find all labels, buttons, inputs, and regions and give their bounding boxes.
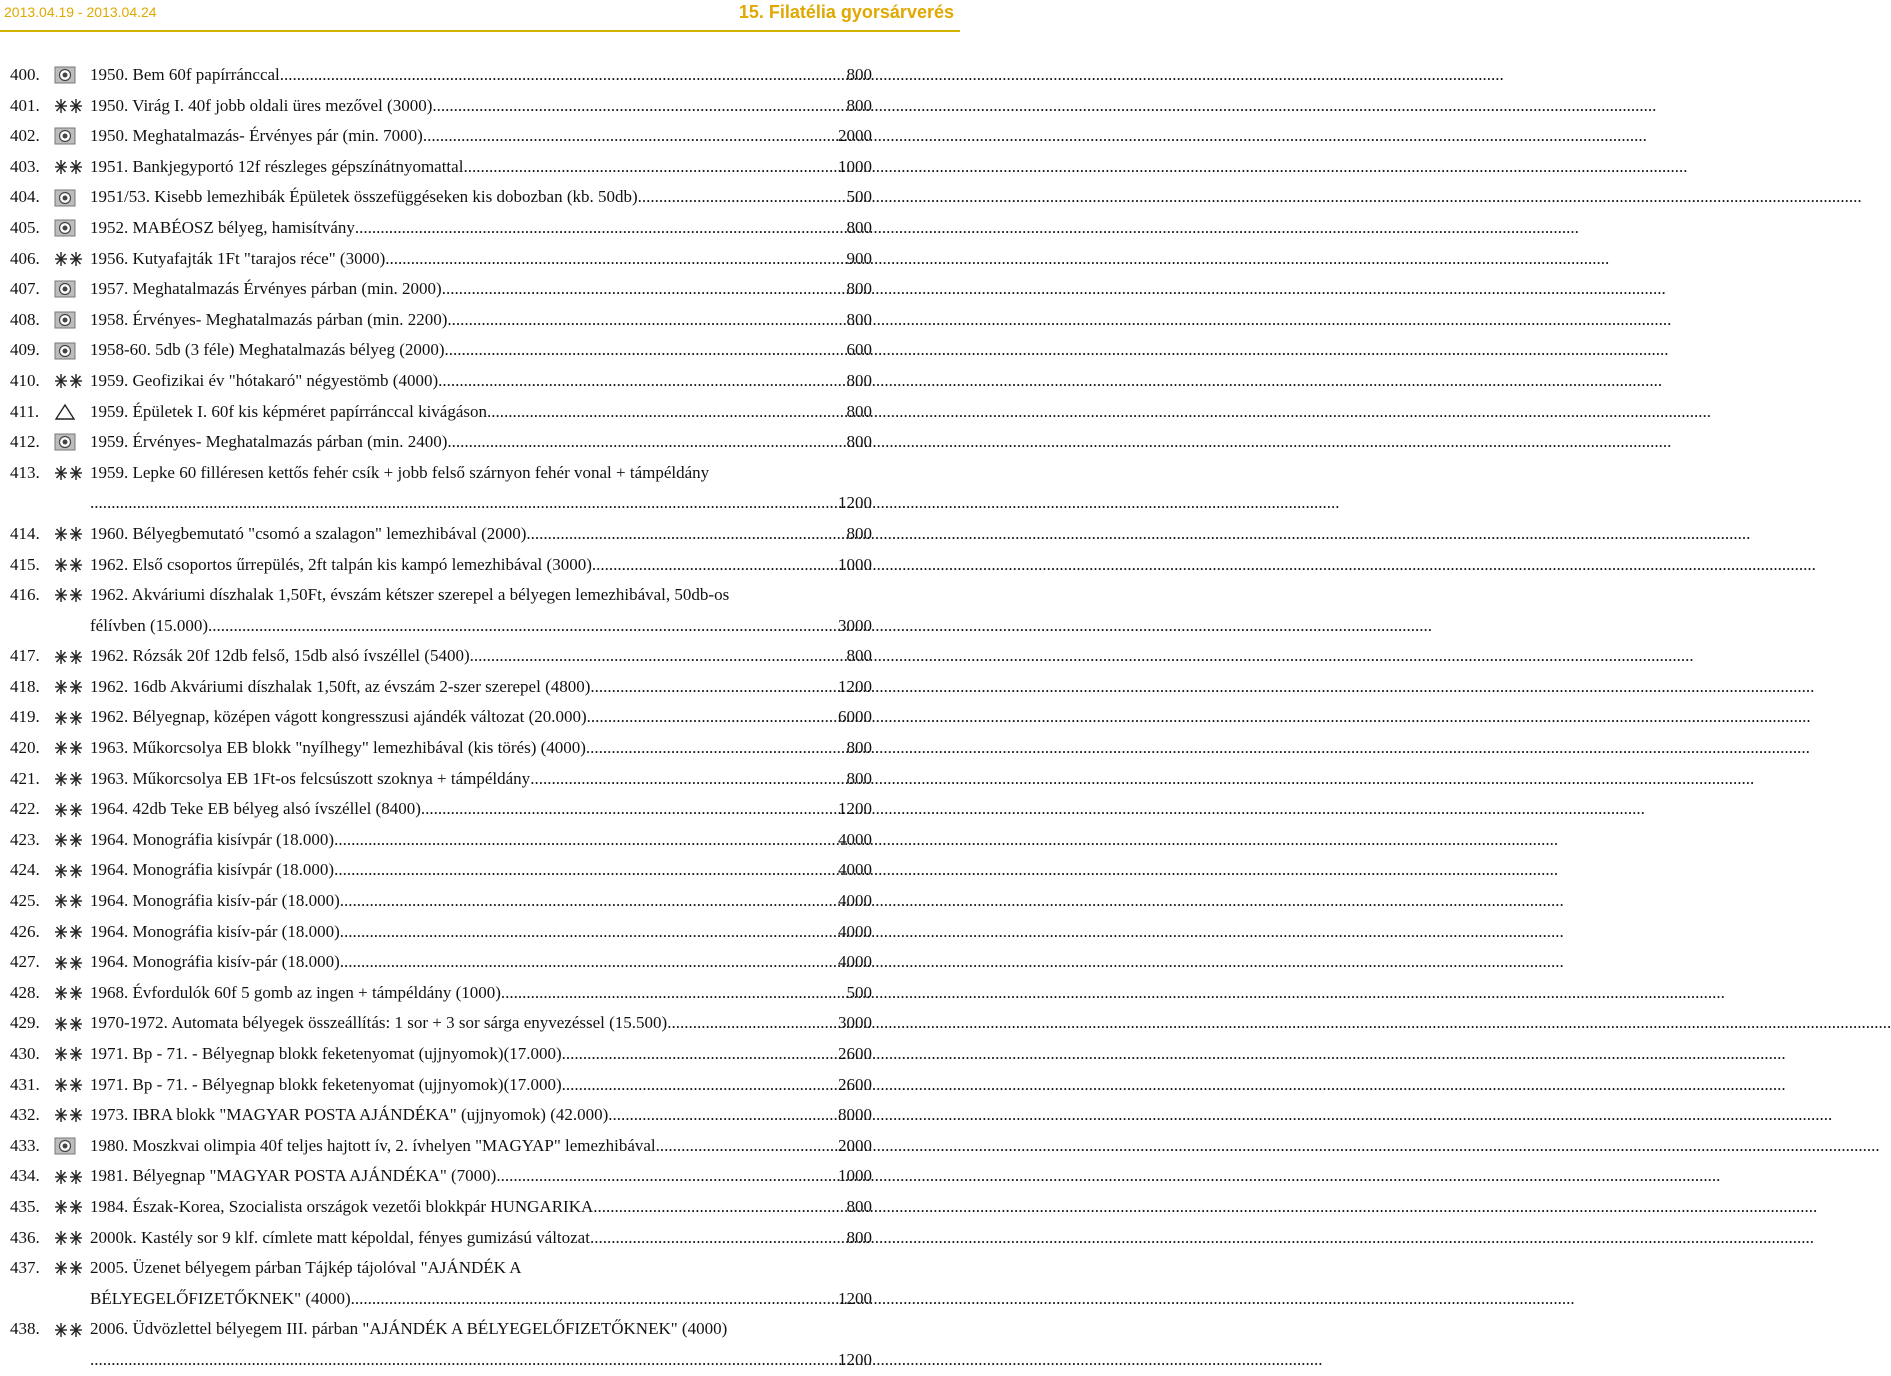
lot-number: 426. bbox=[10, 921, 40, 941]
lot-description: 1964. Monográfia kisív-pár (18.000) bbox=[90, 891, 340, 911]
lot-description: 1964. Monográfia kisívpár (18.000) bbox=[90, 829, 335, 849]
lot-description: 1962. Bélyegnap, középen vágott kongresszusi ajándék változat (20.000) bbox=[90, 707, 587, 727]
leader-dots bbox=[463, 152, 838, 183]
lot-number: 435. bbox=[10, 1196, 40, 1216]
lot-item bbox=[10, 1161, 872, 1192]
canceled-stamp-icon bbox=[48, 311, 90, 329]
canceled-stamp-icon bbox=[48, 127, 90, 145]
lot-number: 412. bbox=[10, 432, 40, 452]
lot-description-continued: .. bbox=[90, 1349, 99, 1369]
leader-dots bbox=[496, 1161, 838, 1192]
mint-stamp-icon bbox=[48, 709, 90, 727]
lot-description: 1971. Bp - 71. - Bélyegnap blokk feketenyomat (ujjnyomok)(17.000) bbox=[90, 1074, 562, 1094]
lot-item bbox=[10, 1131, 872, 1162]
mint-stamp-icon bbox=[48, 1076, 90, 1094]
lot-price: 4000 bbox=[838, 952, 872, 972]
lot-description: 1950. Bem 60f papírránccal bbox=[90, 65, 280, 84]
leader-dots bbox=[501, 978, 847, 1009]
lot-description: 1950. Virág I. 40f jobb oldali üres mezővel (3000) bbox=[90, 95, 433, 115]
leader-dots bbox=[340, 947, 838, 978]
lot-price: 4000 bbox=[838, 860, 872, 880]
mint-stamp-icon bbox=[48, 892, 90, 910]
mint-stamp-icon bbox=[48, 1106, 90, 1124]
lot-item bbox=[10, 91, 872, 122]
leader-dots bbox=[592, 550, 838, 581]
lot-price: 4000 bbox=[838, 921, 872, 941]
lot-item bbox=[10, 672, 872, 703]
lot-price: 800 bbox=[846, 309, 872, 329]
lot-price: 1200 bbox=[838, 1288, 872, 1308]
lot-price: 600 bbox=[846, 340, 872, 360]
mint-stamp-icon bbox=[48, 954, 90, 972]
lot-description: 2005. Üzenet bélyegem párban Tájkép tájolóval "AJÁNDÉK A bbox=[90, 1258, 522, 1278]
lot-item bbox=[10, 733, 872, 764]
leader-dots bbox=[99, 1345, 839, 1376]
lot-price: 6000 bbox=[838, 707, 872, 727]
lot-description: 1963. Műkorcsolya EB blokk "nyílhegy" lemezhibával (kis törés) (4000) bbox=[90, 738, 586, 758]
lot-number: 413. bbox=[10, 462, 40, 482]
lot-description: 1959. Épületek I. 60f kis képméret papírránccal kivágáson bbox=[90, 401, 488, 421]
lot-item bbox=[10, 427, 872, 458]
lot-price: 1000 bbox=[838, 1166, 872, 1186]
mint-stamp-icon bbox=[48, 984, 90, 1002]
lot-price: 800 bbox=[846, 217, 872, 237]
lot-description: 1973. IBRA blokk "MAGYAR POSTA AJÁNDÉKA" (ujjnyomok) (42.000) bbox=[90, 1105, 609, 1125]
lot-description: 1984. Észak-Korea, Szocialista országok vezetői blokkpár HUNGARIKA bbox=[90, 1196, 594, 1216]
lot-item bbox=[10, 519, 872, 550]
lot-description: 1962. Akváriumi díszhalak 1,50Ft, évszám kétszer szerepel a bélyegen lemezhibával, 50db-os bbox=[90, 585, 730, 605]
leader-dots bbox=[421, 794, 838, 825]
lot-item bbox=[10, 305, 872, 336]
mint-stamp-icon bbox=[48, 923, 90, 941]
leader-dots bbox=[470, 641, 847, 672]
mint-stamp-icon bbox=[48, 525, 90, 543]
lot-description: 1962. Rózsák 20f 12db felső, 15db alsó ívszéllel (5400) bbox=[90, 646, 470, 666]
leader-dots bbox=[355, 213, 847, 244]
lot-number: 425. bbox=[10, 891, 40, 911]
lot-item bbox=[10, 1223, 872, 1254]
lot-number: 422. bbox=[10, 799, 40, 819]
lot-number: 416. bbox=[10, 585, 40, 605]
date-range: 2013.04.19 - 2013.04.24 bbox=[4, 4, 157, 20]
mint-stamp-icon bbox=[48, 1321, 90, 1339]
lot-description: 1964. 42db Teke EB bélyeg alsó ívszéllel (8400) bbox=[90, 799, 421, 819]
leader-dots bbox=[432, 91, 846, 122]
lot-price: 3000 bbox=[838, 1013, 872, 1033]
lot-description: 1952. MABÉOSZ bélyeg, hamisítvány bbox=[90, 217, 355, 237]
lot-price: 800 bbox=[846, 65, 872, 84]
lot-number: 431. bbox=[10, 1074, 40, 1094]
lot-item bbox=[10, 213, 872, 244]
lot-item bbox=[10, 1192, 872, 1223]
lot-price: 2000 bbox=[838, 1135, 872, 1155]
lot-item bbox=[10, 1008, 872, 1039]
lot-number: 423. bbox=[10, 829, 40, 849]
lot-item bbox=[10, 550, 872, 581]
lot-description-continued: félívben (15.000) bbox=[90, 615, 209, 635]
lot-number: 421. bbox=[10, 768, 40, 788]
mint-stamp-icon bbox=[48, 678, 90, 696]
lot-item bbox=[10, 978, 872, 1009]
lot-description: 1962. Első csoportos űrrepülés, 2ft talpán kis kampó lemezhibával (3000) bbox=[90, 554, 592, 574]
leader-dots bbox=[423, 121, 838, 152]
lot-description: 1964. Monográfia kisívpár (18.000) bbox=[90, 860, 335, 880]
mint-stamp-icon bbox=[48, 770, 90, 788]
leader-dots bbox=[280, 60, 847, 91]
lot-price: 800 bbox=[846, 432, 872, 452]
lot-item bbox=[10, 60, 872, 91]
lot-number: 403. bbox=[10, 156, 40, 176]
canceled-stamp-icon bbox=[48, 189, 90, 207]
lot-description: 1970-1972. Automata bélyegek összeállítás: 1 sor + 3 sor sárga enyvezéssel (15.500) bbox=[90, 1013, 668, 1033]
leader-dots bbox=[487, 397, 846, 428]
lot-number: 434. bbox=[10, 1166, 40, 1186]
lot-item bbox=[10, 274, 872, 305]
lot-price: 800 bbox=[846, 768, 872, 788]
lot-description: 2000k. Kastély sor 9 klf. címlete matt képoldal, fényes gumizású változat bbox=[90, 1227, 590, 1247]
leader-dots bbox=[587, 702, 838, 733]
lot-number: 415. bbox=[10, 554, 40, 574]
leader-dots bbox=[667, 1008, 838, 1039]
lot-price: 1000 bbox=[838, 554, 872, 574]
lot-description-continued: ...... bbox=[90, 493, 116, 513]
lot-price: 1000 bbox=[838, 156, 872, 176]
lot-number: 417. bbox=[10, 646, 40, 666]
lot-item bbox=[10, 580, 872, 641]
lot-number: 404. bbox=[10, 187, 40, 207]
lot-number: 428. bbox=[10, 982, 40, 1002]
mint-stamp-icon bbox=[48, 586, 90, 604]
mint-stamp-icon bbox=[48, 862, 90, 880]
lot-description: 1959. Érvényes- Meghatalmazás párban (min. 2400) bbox=[90, 432, 448, 452]
mint-stamp-icon bbox=[48, 1015, 90, 1033]
hinged-stamp-icon bbox=[48, 403, 90, 421]
lot-item bbox=[10, 1070, 872, 1101]
lot-description: 1962. 16db Akváriumi díszhalak 1,50ft, az évszám 2-szer szerepel (4800) bbox=[90, 676, 591, 696]
lot-price: 1200 bbox=[838, 799, 872, 819]
leader-dots bbox=[586, 733, 847, 764]
lot-number: 438. bbox=[10, 1319, 40, 1339]
lot-number: 424. bbox=[10, 860, 40, 880]
lot-item bbox=[10, 458, 872, 519]
leader-dots bbox=[447, 427, 846, 458]
mint-stamp-icon bbox=[48, 1198, 90, 1216]
leader-dots bbox=[334, 855, 838, 886]
lot-price: 800 bbox=[846, 523, 872, 543]
lot-price: 2600 bbox=[838, 1074, 872, 1094]
leader-dots bbox=[385, 244, 846, 275]
lot-number: 429. bbox=[10, 1013, 40, 1033]
lot-item bbox=[10, 335, 872, 366]
lot-number: 402. bbox=[10, 126, 40, 146]
lot-item bbox=[10, 702, 872, 733]
lot-number: 420. bbox=[10, 738, 40, 758]
lot-number: 432. bbox=[10, 1105, 40, 1125]
leader-dots bbox=[590, 672, 838, 703]
mint-stamp-icon bbox=[48, 1168, 90, 1186]
lot-number: 408. bbox=[10, 309, 40, 329]
leader-dots bbox=[562, 1039, 838, 1070]
leader-dots bbox=[116, 488, 839, 519]
mint-stamp-icon bbox=[48, 97, 90, 115]
lot-item bbox=[10, 886, 872, 917]
lot-number: 414. bbox=[10, 523, 40, 543]
lot-number: 400. bbox=[10, 65, 40, 84]
lot-price: 3000 bbox=[838, 615, 872, 635]
lot-item bbox=[10, 917, 872, 948]
lot-number: 405. bbox=[10, 217, 40, 237]
lot-price: 2600 bbox=[838, 1044, 872, 1063]
mint-stamp-icon bbox=[48, 250, 90, 268]
leader-dots bbox=[334, 825, 838, 856]
canceled-stamp-icon bbox=[48, 1137, 90, 1155]
canceled-stamp-icon bbox=[48, 66, 90, 84]
canceled-stamp-icon bbox=[48, 219, 90, 237]
lot-price: 1200 bbox=[838, 1349, 872, 1369]
mint-stamp-icon bbox=[48, 801, 90, 819]
mint-stamp-icon bbox=[48, 648, 90, 666]
lot-item bbox=[10, 182, 872, 213]
leader-dots bbox=[351, 1284, 838, 1315]
mint-stamp-icon bbox=[48, 158, 90, 176]
lot-item bbox=[10, 244, 872, 275]
lot-item bbox=[10, 1253, 872, 1314]
canceled-stamp-icon bbox=[48, 342, 90, 360]
lot-number: 427. bbox=[10, 952, 40, 972]
lot-price: 800 bbox=[846, 95, 872, 115]
lot-item bbox=[10, 1100, 872, 1131]
lot-price: 800 bbox=[846, 738, 872, 758]
lot-price: 800 bbox=[846, 646, 872, 666]
lot-description: 1980. Moszkvai olimpia 40f teljes hajtott ív, 2. ívhelyen "MAGYAP" lemezhibával bbox=[90, 1135, 656, 1155]
lot-price: 800 bbox=[846, 401, 872, 421]
lot-price: 800 bbox=[846, 1227, 872, 1247]
lot-number: 411. bbox=[10, 401, 40, 421]
lot-item bbox=[10, 855, 872, 886]
canceled-stamp-icon bbox=[48, 280, 90, 298]
leader-dots bbox=[526, 519, 846, 550]
lot-description: 1958-60. 5db (3 féle) Meghatalmazás bélyeg (2000) bbox=[90, 340, 445, 360]
lot-description: 1964. Monográfia kisív-pár (18.000) bbox=[90, 921, 340, 941]
lot-description: 1981. Bélyegnap "MAGYAR POSTA AJÁNDÉKA" (7000) bbox=[90, 1166, 497, 1186]
mint-stamp-icon bbox=[48, 372, 90, 390]
lot-price: 800 bbox=[846, 279, 872, 299]
mint-stamp-icon bbox=[48, 1045, 90, 1063]
lot-number: 410. bbox=[10, 370, 40, 390]
lot-description: 1968. Évfordulók 60f 5 gomb az ingen + támpéldány (1000) bbox=[90, 982, 501, 1002]
leader-dots bbox=[445, 335, 847, 366]
lot-description: 1951/53. Kisebb lemezhibák Épületek összefüggéseken kis dobozban (kb. 50db) bbox=[90, 187, 638, 207]
lot-item bbox=[10, 152, 872, 183]
lot-number: 433. bbox=[10, 1135, 40, 1155]
leader-dots bbox=[340, 886, 838, 917]
lot-item bbox=[10, 366, 872, 397]
lot-description: 1957. Meghatalmazás Érvényes párban (min. 2000) bbox=[90, 279, 442, 299]
lot-description: 1963. Műkorcsolya EB 1Ft-os felcsúszott szoknya + támpéldány bbox=[90, 768, 531, 788]
lot-item bbox=[10, 794, 872, 825]
lot-price: 500 bbox=[846, 187, 872, 207]
lot-description: 1960. Bélyegbemutató "csomó a szalagon" lemezhibával (2000) bbox=[90, 523, 527, 543]
lot-price: 4000 bbox=[838, 829, 872, 849]
leader-dots bbox=[656, 1131, 838, 1162]
lot-price: 500 bbox=[846, 982, 872, 1002]
leader-dots bbox=[562, 1070, 838, 1101]
mint-stamp-icon bbox=[48, 739, 90, 757]
lot-price: 8000 bbox=[838, 1105, 872, 1125]
lot-description-continued: BÉLYEGELŐFIZETŐKNEK" (4000) bbox=[90, 1288, 351, 1308]
mint-stamp-icon bbox=[48, 464, 90, 482]
lot-description: 2006. Üdvözlettel bélyegem III. párban "AJÁNDÉK A BÉLYEGELŐFIZETŐKNEK" (4000) bbox=[90, 1319, 728, 1339]
lot-price: 800 bbox=[846, 370, 872, 390]
lot-price: 1200 bbox=[838, 493, 872, 513]
lot-number: 430. bbox=[10, 1044, 40, 1063]
lot-description: 1956. Kutyafajták 1Ft "tarajos réce" (3000) bbox=[90, 248, 386, 268]
lot-item bbox=[10, 121, 872, 152]
auction-title: 15. Filatélia gyorsárverés bbox=[738, 2, 954, 22]
lot-number: 437. bbox=[10, 1258, 40, 1278]
mint-stamp-icon bbox=[48, 556, 90, 574]
lot-number: 419. bbox=[10, 707, 40, 727]
lot-item bbox=[10, 1039, 872, 1070]
lot-price: 1200 bbox=[838, 676, 872, 696]
lot-price: 800 bbox=[846, 1196, 872, 1216]
page-header bbox=[0, 0, 960, 32]
lot-price: 4000 bbox=[838, 891, 872, 911]
lot-description: 1959. Geofizikai év "hótakaró" négyestömb (4000) bbox=[90, 370, 439, 390]
lot-item bbox=[10, 764, 872, 795]
canceled-stamp-icon bbox=[48, 433, 90, 451]
mint-stamp-icon bbox=[48, 1259, 90, 1277]
lot-number: 409. bbox=[10, 340, 40, 360]
lot-description: 1951. Bankjegyportó 12f részleges gépszínátnyomattal bbox=[90, 156, 464, 176]
lot-item bbox=[10, 1314, 872, 1375]
leader-dots bbox=[447, 305, 846, 336]
leader-dots bbox=[208, 611, 838, 642]
lot-number: 401. bbox=[10, 95, 40, 115]
lot-item bbox=[10, 825, 872, 856]
leader-dots bbox=[340, 917, 838, 948]
leader-dots bbox=[638, 182, 847, 213]
leader-dots bbox=[442, 274, 847, 305]
leader-dots bbox=[530, 764, 846, 795]
lot-description: 1959. Lepke 60 filléresen kettős fehér csík + jobb felső szárnyon fehér vonal + támpéldány bbox=[90, 462, 710, 482]
lot-number: 406. bbox=[10, 248, 40, 268]
lot-price: 2000 bbox=[838, 126, 872, 146]
leader-dots bbox=[593, 1192, 846, 1223]
lot-number: 436. bbox=[10, 1227, 40, 1247]
lot-price: 900 bbox=[846, 248, 872, 268]
mint-stamp-icon bbox=[48, 831, 90, 849]
mint-stamp-icon bbox=[48, 1229, 90, 1247]
leader-dots bbox=[590, 1223, 847, 1254]
lot-list bbox=[10, 60, 872, 1376]
lot-item bbox=[10, 947, 872, 978]
lot-number: 418. bbox=[10, 676, 40, 696]
lot-description: 1958. Érvényes- Meghatalmazás párban (min. 2200) bbox=[90, 309, 448, 329]
leader-dots bbox=[608, 1100, 838, 1131]
lot-item bbox=[10, 397, 872, 428]
lot-description: 1950. Meghatalmazás- Érvényes pár (min. 7000) bbox=[90, 126, 423, 146]
lot-description: 1971. Bp - 71. - Bélyegnap blokk feketenyomat (ujjnyomok)(17.000) bbox=[90, 1044, 562, 1063]
lot-number: 407. bbox=[10, 279, 40, 299]
lot-description: 1964. Monográfia kisív-pár (18.000) bbox=[90, 952, 340, 972]
lot-item bbox=[10, 641, 872, 672]
leader-dots bbox=[438, 366, 846, 397]
